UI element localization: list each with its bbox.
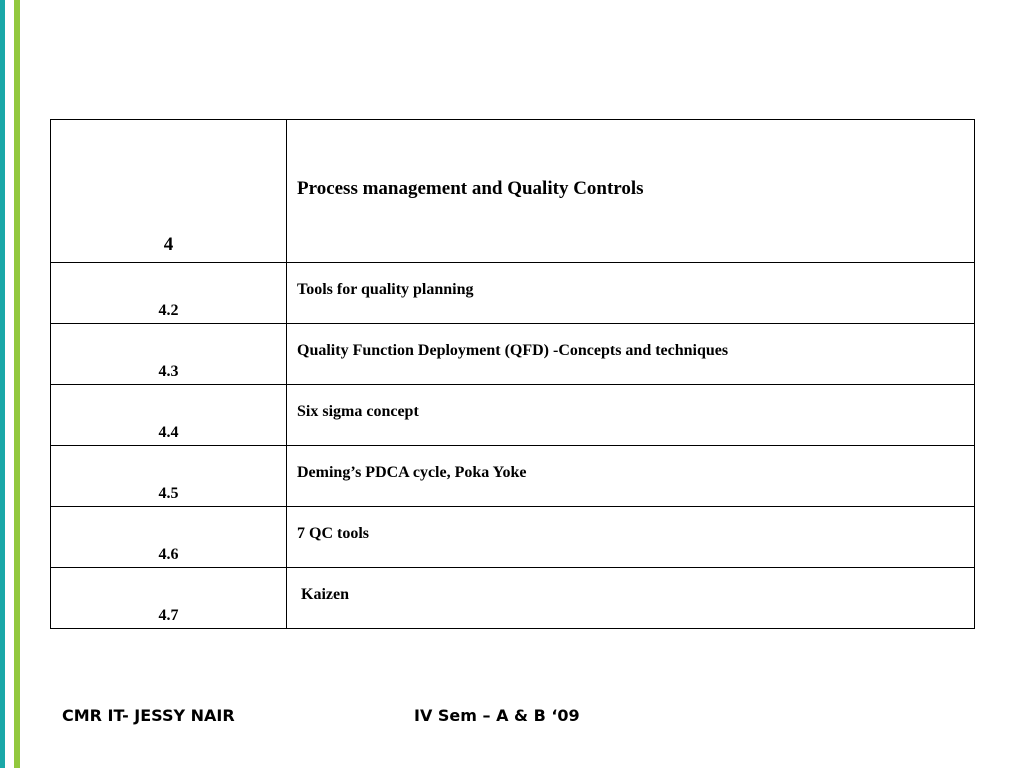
topic-number-cell (51, 385, 287, 446)
table-row (51, 568, 975, 629)
topic-text: Kaizen (297, 586, 349, 603)
topic-text: Deming’s PDCA cycle, Poka Yoke (297, 464, 527, 481)
unit-number-cell (51, 120, 287, 263)
topic-number: 4.7 (158, 607, 179, 624)
table-row (51, 263, 975, 324)
topic-text: Six sigma concept (297, 403, 419, 420)
topic-number: 4.5 (158, 485, 179, 502)
topic-number: 4.6 (158, 546, 179, 563)
topic-number-cell (51, 507, 287, 568)
topic-number-cell (51, 568, 287, 629)
topic-number-cell (51, 263, 287, 324)
unit-title: Process management and Quality Controls (297, 178, 644, 199)
footer-author: CMR IT- JESSY NAIR (62, 706, 235, 725)
topic-number-cell (51, 324, 287, 385)
topic-cell (287, 263, 975, 324)
left-stripe-green (14, 0, 20, 768)
topic-number: 4.3 (158, 363, 179, 380)
topic-text: Quality Function Deployment (QFD) -Concepts and techniques (297, 342, 729, 359)
topics-table (50, 119, 975, 629)
unit-title-cell (287, 120, 975, 263)
topic-number: 4.2 (158, 302, 179, 319)
table-row (51, 446, 975, 507)
topic-text: Tools for quality planning (297, 281, 474, 298)
topic-cell (287, 446, 975, 507)
table-row (51, 385, 975, 446)
topic-cell (287, 385, 975, 446)
table-row (51, 324, 975, 385)
topic-cell (287, 324, 975, 385)
unit-number: 4 (163, 234, 174, 255)
topic-number-cell (51, 446, 287, 507)
topic-cell (287, 568, 975, 629)
table-header-row (51, 120, 975, 263)
topic-number: 4.4 (158, 424, 179, 441)
topic-cell (287, 507, 975, 568)
table-row (51, 507, 975, 568)
left-stripe-teal (0, 0, 5, 768)
footer-semester: IV Sem – A & B ‘09 (414, 706, 580, 725)
topic-text: 7 QC tools (297, 525, 369, 542)
